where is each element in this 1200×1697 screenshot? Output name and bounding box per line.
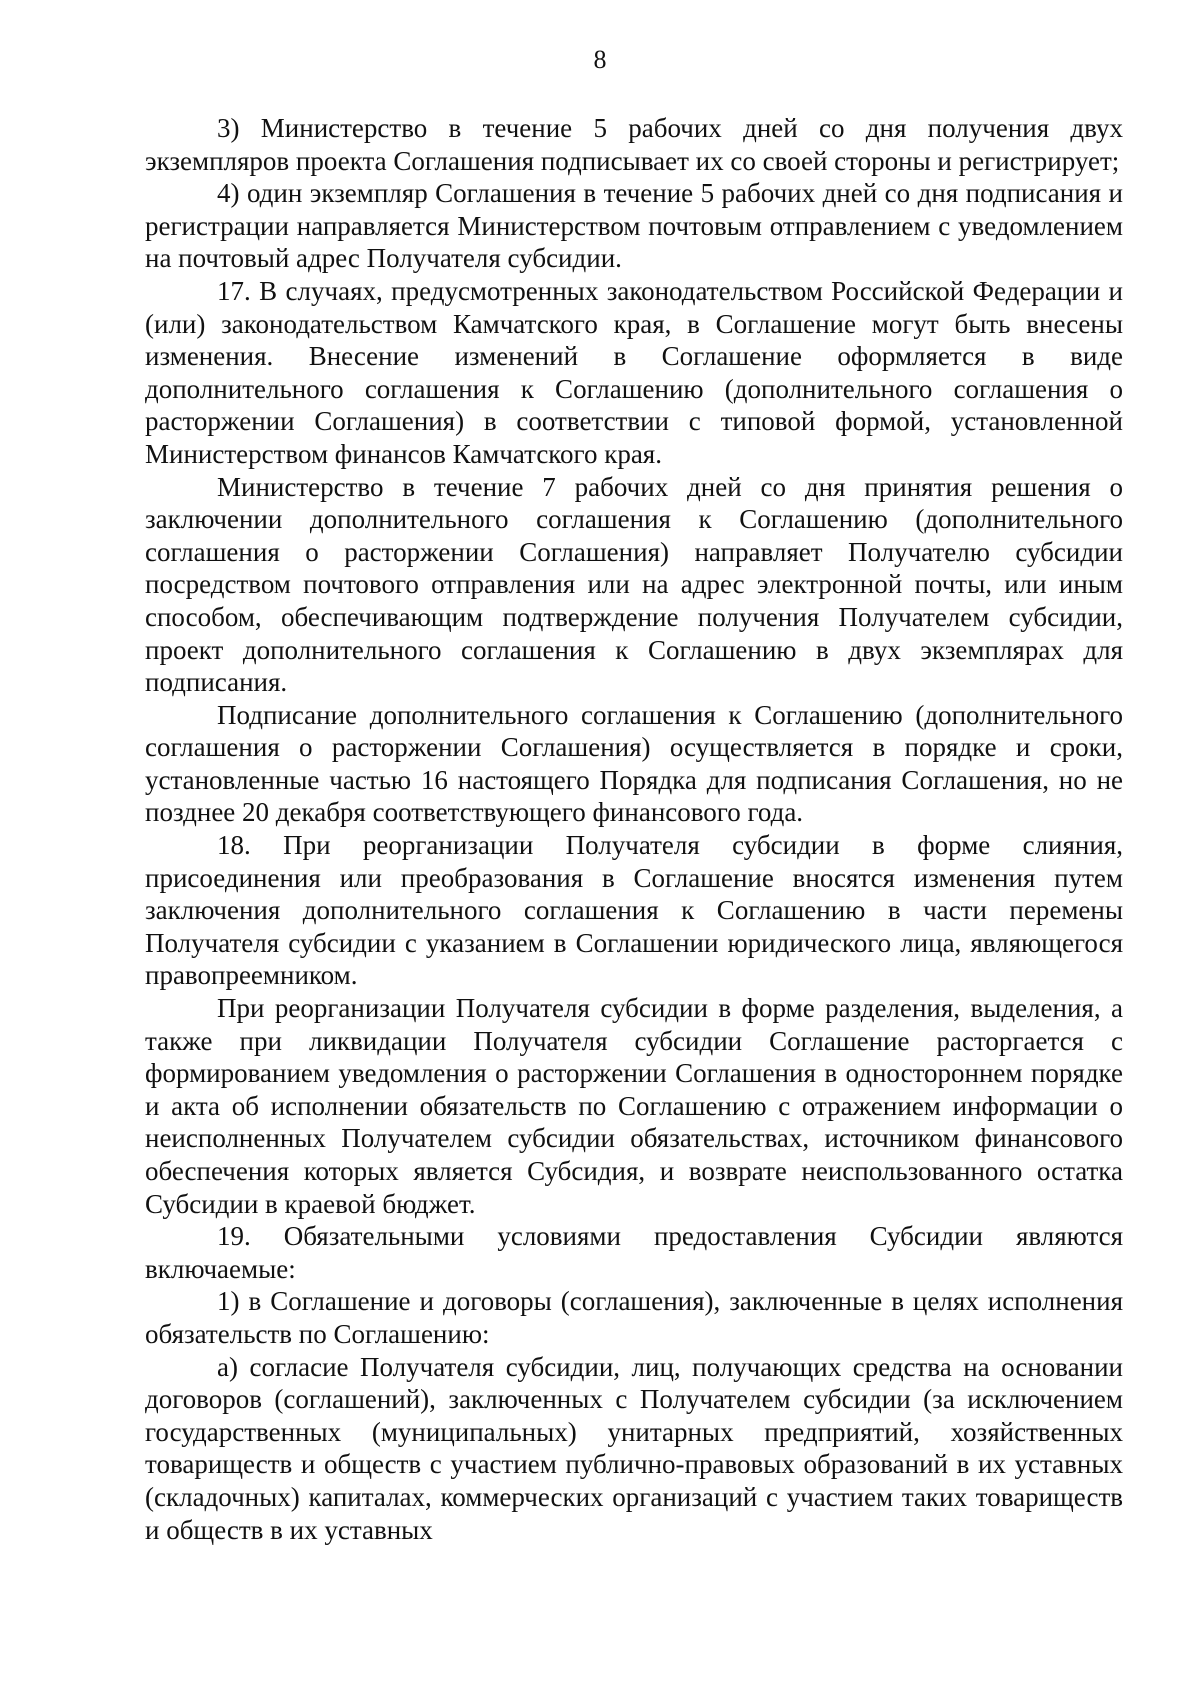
paragraph-item-4-mailing: 4) один экземпляр Соглашения в течение 5 рабочих дней со дня подписания и регистрации направляется Министерством почтовым отправлением с уведомлением на почтовый адрес Получателя субсидии. xyxy=(145,178,1123,274)
paragraph-ministry-7-days: Министерство в течение 7 рабочих дней со дня принятия решения о заключении дополнительного соглашения к Соглашению (дополнительного соглашения о расторжении Соглашения) направляет Получателю субсидии посредством почтового отправления или на адрес электронной почты, или иным способом, обеспечивающим подтверждение получения Получателем субсидии, проект дополнительного соглашения к Соглашению в двух экземплярах для подписания. xyxy=(145,471,1123,698)
document-body xyxy=(145,112,1123,1546)
paragraph-item-1-agreements: 1) в Соглашение и договоры (соглашения), заключенные в целях исполнения обязательств по Соглашению: xyxy=(145,1286,1123,1349)
paragraph-item-3-signing: 3) Министерство в течение 5 рабочих дней со дня получения двух экземпляров проекта Соглашения подписывает их со своей стороны и регистрирует; xyxy=(145,113,1123,176)
paragraph-signing-supplementary: Подписание дополнительного соглашения к Соглашению (дополнительного соглашения о расторжении Соглашения) осуществляется в порядке и сроки, установленные частью 16 настоящего Порядка для подписания Соглашения, но не позднее 20 декабря соответствующего финансового года. xyxy=(145,699,1123,828)
paragraph-section-18: 18. При реорганизации Получателя субсидии в форме слияния, присоединения или преобразования в Соглашение вносятся изменения путем заключения дополнительного соглашения к Соглашению в части перемены Получателя субсидии с указанием в Соглашении юридического лица, являющегося правопреемником. xyxy=(145,830,1123,991)
page-number: 8 xyxy=(593,45,607,74)
paragraph-reorganization-liquidation: При реорганизации Получателя субсидии в форме разделения, выделения, а также при ликвидации Получателя субсидии Соглашение расторгается с формированием уведомления о расторжении Соглашения в одностороннем порядке и акта об исполнении обязательств по Соглашению с отражением информации о неисполненных Получателем субсидии обязательствах, источником финансового обеспечения которых является Субсидия, и возврате неиспользованного остатка Субсидии в краевой бюджет. xyxy=(145,993,1123,1219)
paragraph-item-a-consent: а) согласие Получателя субсидии, лиц, получающих средства на основании договоров (соглашений), заключенных с Получателем субсидии (за исключением государственных (муниципальных) унитарных предприятий, хозяйственных товариществ и обществ с участием публично-правовых образований в их уставных (складочных) капиталах, коммерческих организаций с участием таких товариществ и обществ в их уставных xyxy=(145,1351,1123,1545)
paragraph-section-17: 17. В случаях, предусмотренных законодательством Российской Федерации и (или) законодательством Камчатского края, в Соглашение могут быть внесены изменения. Внесение изменений в Соглашение оформляется в виде дополнительного соглашения к Соглашению (дополнительного соглашения о расторжении Соглашения) в соответствии с типовой формой, установленной Министерством финансов Камчатского края. xyxy=(145,275,1123,469)
paragraph-section-19: 19. Обязательными условиями предоставления Субсидии являются включаемые: xyxy=(145,1221,1123,1284)
